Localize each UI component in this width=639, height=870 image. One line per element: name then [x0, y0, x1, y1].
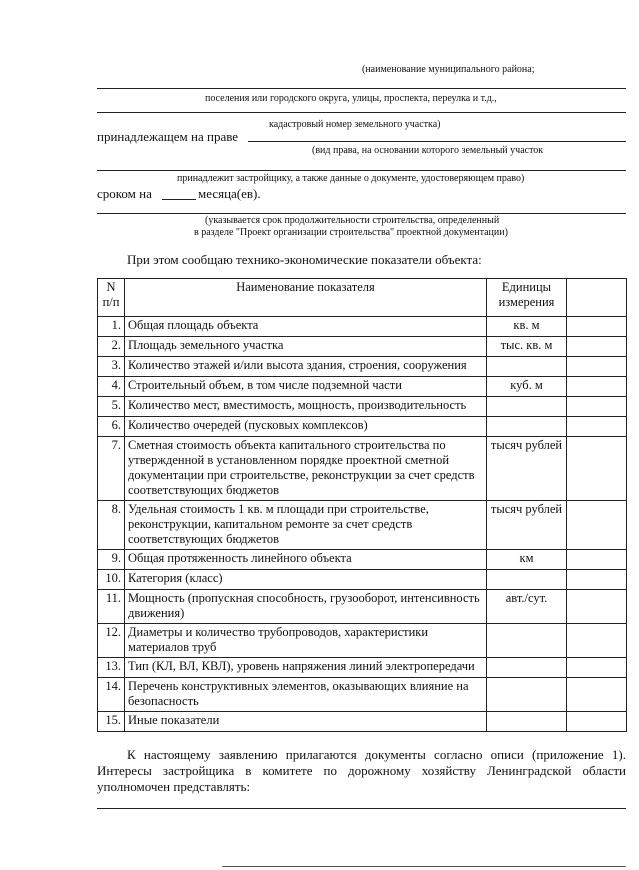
table-row: [98, 417, 627, 437]
row-unit: [487, 658, 567, 678]
term-suffix: месяца(ев).: [198, 186, 261, 201]
row-indicator: Иные показатели: [125, 712, 487, 732]
row-indicator: Категория (класс): [125, 570, 487, 590]
header-indicator-name: Наименование показателя: [125, 279, 487, 317]
row-unit: [487, 678, 567, 712]
row-value-cell[interactable]: [567, 570, 627, 590]
row-number: 3.: [98, 357, 125, 377]
caption-belongs-developer: принадлежит застройщику, а также данные о документе, удостоверяющем право): [177, 173, 525, 184]
row-number: 6.: [98, 417, 125, 437]
row-value-cell[interactable]: [567, 501, 627, 550]
caption-settlement: поселения или городского округа, улицы, проспекта, переулка и т.д.,: [205, 93, 497, 104]
row-unit: куб. м: [487, 377, 567, 397]
row-number: 13.: [98, 658, 125, 678]
row-number: 15.: [98, 712, 125, 732]
header-unit: [487, 279, 567, 317]
row-unit: [487, 624, 567, 658]
row-value-cell[interactable]: [567, 397, 627, 417]
row-number: 12.: [98, 624, 125, 658]
row-value-cell[interactable]: [567, 624, 627, 658]
table-row: [98, 357, 627, 377]
row-indicator: Тип (КЛ, ВЛ, КВЛ), уровень напряжения линий электропередачи: [125, 658, 487, 678]
table-row: [98, 501, 627, 550]
table-row: [98, 712, 627, 732]
fill-line-address-2[interactable]: [97, 112, 626, 113]
fill-line-right-type[interactable]: [248, 141, 626, 142]
row-value-cell[interactable]: [567, 590, 627, 624]
header-number: [98, 279, 125, 317]
row-value-cell[interactable]: [567, 678, 627, 712]
caption-municipal-district: (наименование муниципального района;: [362, 64, 535, 75]
header-value: [567, 279, 627, 317]
row-indicator: Общая площадь объекта: [125, 317, 487, 337]
row-indicator: Перечень конструктивных элементов, оказывающих влияние на безопасность: [125, 678, 487, 712]
bottom-divider: [222, 866, 626, 867]
table-row: [98, 624, 627, 658]
row-unit: [487, 417, 567, 437]
caption-term-2: в разделе "Проект организации строительства" проектной документации): [194, 227, 508, 238]
row-unit: тысяч рублей: [487, 501, 567, 550]
row-indicator: Количество этажей и/или высота здания, строения, сооружения: [125, 357, 487, 377]
attachments-paragraph: К настоящему заявлению прилагаются документы согласно описи (приложение 1). Интересы застройщика в комитете по дорожному хозяйству Ленинградской области уполномочен представлять:: [97, 747, 626, 794]
caption-cadastral-number: кадастровый номер земельного участка): [269, 119, 441, 130]
row-unit: км: [487, 550, 567, 570]
table-row: [98, 437, 627, 501]
row-value-cell[interactable]: [567, 317, 627, 337]
row-number: 7.: [98, 437, 125, 501]
row-value-cell[interactable]: [567, 417, 627, 437]
belongs-right-label: принадлежащем на праве: [97, 129, 239, 144]
table-row: [98, 658, 627, 678]
fill-line-term[interactable]: [97, 213, 626, 214]
row-indicator: Мощность (пропускная способность, грузооборот, интенсивность движения): [125, 590, 487, 624]
row-unit: [487, 712, 567, 732]
header-unit-line2: измерения: [498, 295, 555, 309]
header-unit-line1: Единицы: [501, 280, 552, 294]
row-unit: авт./сут.: [487, 590, 567, 624]
row-indicator: Диаметры и количество трубопроводов, характеристики материалов труб: [125, 624, 487, 658]
table-header-row: [98, 279, 627, 317]
header-number-line2: п/п: [102, 295, 120, 309]
indicators-intro: При этом сообщаю технико-экономические показатели объекта:: [127, 252, 482, 267]
table-row: [98, 397, 627, 417]
header-number-line1: N: [106, 280, 116, 294]
row-unit: [487, 357, 567, 377]
row-value-cell[interactable]: [567, 357, 627, 377]
table-row: [98, 377, 627, 397]
row-indicator: Строительный объем, в том числе подземной части: [125, 377, 487, 397]
row-unit: тысяч рублей: [487, 437, 567, 501]
row-value-cell[interactable]: [567, 377, 627, 397]
table-row: [98, 550, 627, 570]
row-number: 10.: [98, 570, 125, 590]
row-number: 4.: [98, 377, 125, 397]
row-number: 14.: [98, 678, 125, 712]
row-indicator: Площадь земельного участка: [125, 337, 487, 357]
row-number: 8.: [98, 501, 125, 550]
fill-line-right-doc[interactable]: [97, 170, 626, 171]
row-number: 11.: [98, 590, 125, 624]
row-indicator: Количество очередей (пусковых комплексов): [125, 417, 487, 437]
row-unit: [487, 397, 567, 417]
row-number: 9.: [98, 550, 125, 570]
row-unit: [487, 570, 567, 590]
table-row: [98, 570, 627, 590]
row-indicator: Количество мест, вместимость, мощность, производительность: [125, 397, 487, 417]
row-number: 2.: [98, 337, 125, 357]
row-unit: кв. м: [487, 317, 567, 337]
row-number: 1.: [98, 317, 125, 337]
table-row: [98, 590, 627, 624]
row-value-cell[interactable]: [567, 437, 627, 501]
row-value-cell[interactable]: [567, 337, 627, 357]
caption-term-1: (указывается срок продолжительности строительства, определенный: [205, 215, 500, 226]
row-value-cell[interactable]: [567, 658, 627, 678]
row-number: 5.: [98, 397, 125, 417]
table-row: [98, 337, 627, 357]
row-indicator: Удельная стоимость 1 кв. м площади при строительстве, реконструкции, капитальном ремонте за счет средств соответствующих бюджетов: [125, 501, 487, 550]
indicators-table: [97, 278, 627, 732]
table-row: [98, 678, 627, 712]
caption-right-type: (вид права, на основании которого земельный участок: [312, 145, 544, 156]
fill-line-address-1[interactable]: [97, 88, 626, 89]
row-unit: тыс. кв. м: [487, 337, 567, 357]
term-months-input[interactable]: [162, 199, 196, 200]
fill-line-representative[interactable]: [97, 808, 626, 809]
term-prefix: сроком на: [97, 186, 152, 201]
row-indicator: Сметная стоимость объекта капитального строительства по утвержденной в установленном порядке проектной сметной документации при строительстве, реконструкции за счет средств соответствующих бюджетов: [125, 437, 487, 501]
table-row: [98, 317, 627, 337]
row-indicator: Общая протяженность линейного объекта: [125, 550, 487, 570]
row-value-cell[interactable]: [567, 712, 627, 732]
row-value-cell[interactable]: [567, 550, 627, 570]
